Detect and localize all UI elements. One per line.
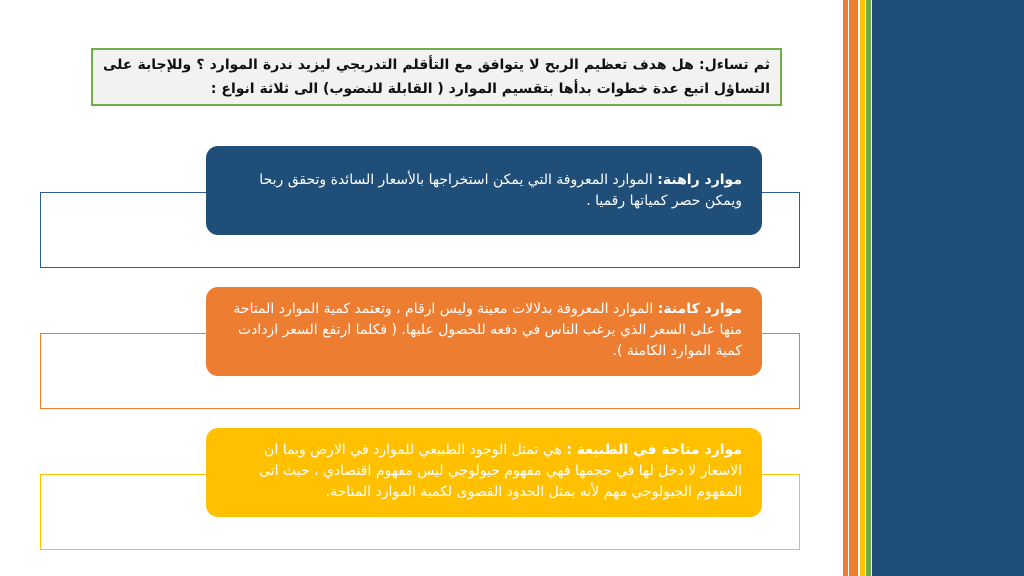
- card-term: موارد راهنة:: [657, 172, 742, 188]
- card-text: الموارد المعروفة بدلالات معينة وليس ارقام ، وتعتمد كمية الموارد المتاحة منها على السعر الذي يرغب الناس في دفعه للحصول عليها. ( فكلما ارتفع السعر ازدادت كمية الموارد الكامنة ).: [233, 301, 742, 359]
- intro-text: ثم تساءل: هل هدف تعظيم الربح لا يتوافق مع التأقلم التدريجي ليزيد ندرة الموارد ؟ وللإجابة على التساؤل اتبع عدة خطوات بدأها بتقسيم الموارد ( القابلة للنضوب) الى ثلاثة انواع :: [103, 57, 770, 97]
- intro-text-box: [91, 48, 782, 106]
- orange-stripe-thin: [843, 0, 848, 576]
- card-text: الموارد المعروفة التي يمكن استخراجها بالأسعار السائدة وتحقق ربحا ويمكن حصر كمياتها رقميا .: [259, 172, 742, 209]
- card-natural-resources: [206, 428, 762, 517]
- green-stripe: [866, 0, 871, 576]
- card-latent-resources: [206, 287, 762, 376]
- gold-stripe: [860, 0, 865, 576]
- orange-stripe: [849, 0, 858, 576]
- navy-side-panel: [872, 0, 1024, 576]
- card-text: هي تمثل الوجود الطبيعي للموارد في الارض وبما ان الاسعار لا دخل لها في حجمها فهي مفهوم جيولوجي ليس مفهوم اقتصادي ، حيث اتى المفهوم الجيولوجي مهم لأنه يمثل الحدود القصوى لكمية الموارد المتاحة.: [259, 442, 742, 500]
- card-term: موارد متاحة في الطبيعة :: [566, 442, 742, 458]
- card-current-resources: [206, 146, 762, 235]
- card-term: موارد كامنة:: [657, 301, 742, 317]
